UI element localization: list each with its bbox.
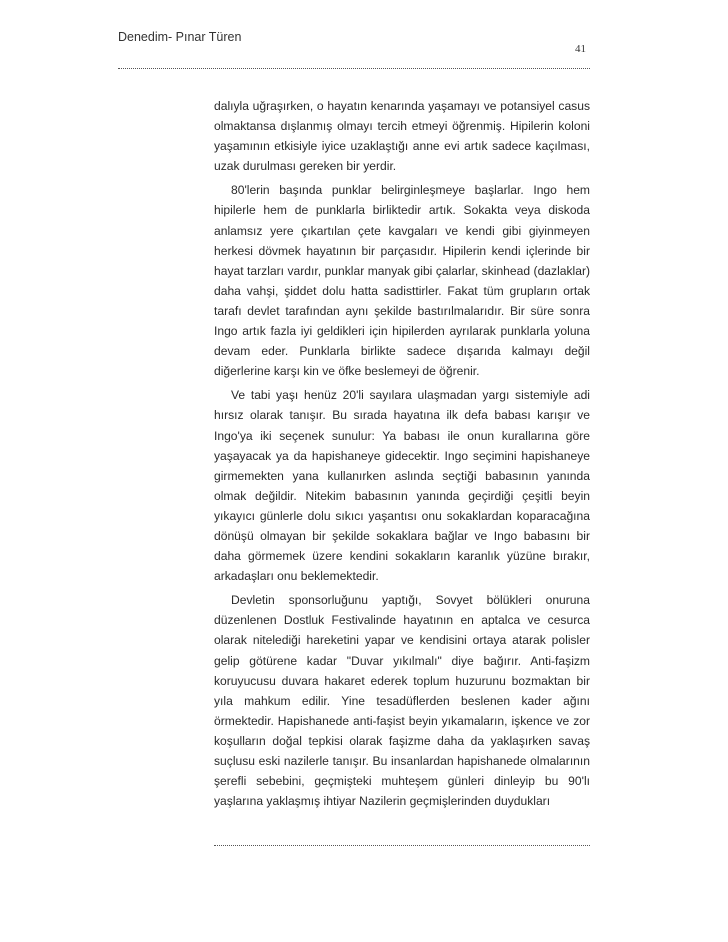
paragraph-1: dalıyla uğraşırken, o hayatın kenarında yaşamayı ve potansiyel casus olmaktansa dışlanmış olmayı tercih etmeyi öğrenmiş. Hipilerin koloni yaşamının etkisiyle iyice uzaklaştığı anne evi artık sadece kaçılması, uzak durulması gereken bir yerdir. [214, 99, 590, 174]
paragraph-4: Devletin sponsorluğunu yaptığı, Sovyet bölükleri onuruna düzenlenen Dostluk Festivalinde hayatının en aptalca ve cesurca olarak nitelediği hareketini yapar ve kendisini ortaya atarak polisler gelip götürene kadar "Duvar yıkılmalı" diye bağırır. Anti-faşizm koruyucusu duvara hakaret ederek toplum huzurunu bozmaktan bir yıla mahkum edilir. Yine tesadüflerden beslenen kader ağını örmektedir. Hapishanede anti-faşist beyin yıkamaların, işkence ve zor koşulların doğal tepkisi olarak faşizme daha da yaklaşırken savaş suçlusu eski nazilerle tanışır. Bu insanlardan hapishanede olmalarının şerefli sebebini, geçmişteki muhteşem günleri dinleyip bu 90'lı yaşlarına yaklaşmış ihtiyar Nazilerin geçmişlerinden duydukları [214, 593, 590, 809]
paragraph-3: Ve tabi yaşı henüz 20'li sayılara ulaşmadan yargı sistemiyle adi hırsız olarak tanışır. Bu sırada hayatına ilk defa babası karışır ve Ingo'ya iki seçenek sunulur: Ya babası ile onun kurallarına göre yaşayacak ya da hapishaneye gidecektir. Ingo seçimini hapishaneye girmemekten yana kullanırken aslında seçtiği babasının yanında olmak değildir. Nitekim babasının yanında geçirdiği çeşitli beyin yıkayıcı günlerle dolu sıkıcı yaşantısı onu sokaklardan koparacağına dönüşü olmayan bir şekilde sokaklara bağlar ve Ingo babasını bir daha görmemek üzere kendini sokakların karanlık yüzüne bırakır, arkadaşları onu beklemektedir. [214, 388, 590, 584]
body-text [214, 96, 590, 815]
header-divider [118, 68, 590, 69]
footer-divider [214, 845, 590, 846]
paragraph-2: 80'lerin başında punklar belirginleşmeye başlarlar. Ingo hem hipilerle hem de punklarla birliktedir artık. Sokakta veya diskoda anlamsız yere çıkartılan çete kavgaları ve kendi gibi giyinmeyen herkesi dövmek hayatının bir parçasıdır. Hipilerin kendi içlerinde bir hayat tarzları vardır, punklar manyak gibi çalarlar, skinhead (dazlaklar) daha vahşi, şiddet dolu hatta sadisttirler. Fakat tüm grupların ortak tarafı devlet tarafından aynı şekilde bastırılmalarıdır. Bir süre sonra Ingo artık fazla iyi geldikleri için hipilerden ayrılarak punklarla yoluna devam eder. Punklarla birlikte sadece dışarıda kalmayı değil diğerlerine karşı kin ve öfke beslemeyi de öğrenir. [214, 183, 590, 379]
page-number: 41 [575, 43, 586, 55]
running-header-author: Denedim- Pınar Türen [118, 30, 242, 44]
